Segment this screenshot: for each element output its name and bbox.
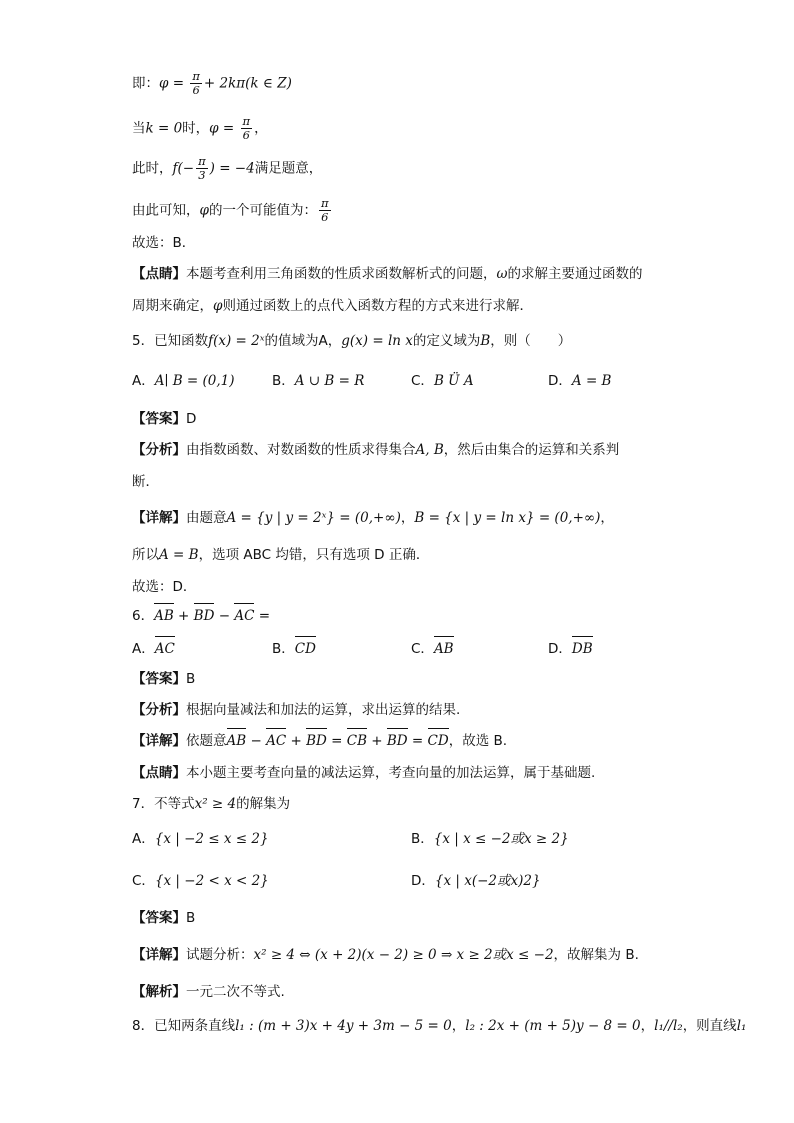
text: 7．不等式 [132, 796, 195, 812]
numerator: π [242, 114, 251, 128]
operator: + [173, 608, 194, 624]
fraction [196, 155, 208, 182]
q6-stem [132, 606, 270, 626]
q6-answer [132, 669, 195, 689]
math: B Ü A [433, 373, 474, 389]
operator: = [326, 733, 347, 749]
option-label: D． [548, 641, 572, 657]
math: B [480, 333, 491, 349]
option-label: D． [548, 373, 572, 389]
vector: DB [571, 641, 593, 657]
denominator: 6 [242, 128, 250, 142]
text: 5．已知函数 [132, 333, 209, 349]
vector: AB [433, 641, 454, 657]
text: ， [400, 510, 415, 526]
text: 的解集为 [236, 796, 291, 812]
vector: CD [427, 733, 449, 749]
text: 的求解主要通过函数的 [507, 266, 643, 282]
q7-stem [132, 794, 290, 814]
q6-note [132, 763, 595, 783]
vector: AB [226, 733, 247, 749]
answer-tag: 【答案】 [132, 411, 186, 427]
math: {x | −2 < x < 2} [154, 873, 269, 889]
text: ，则（ ） [490, 333, 572, 349]
fraction [241, 115, 253, 142]
text: 试题分析： [186, 947, 254, 963]
math: f(x) = 2ˣ [208, 333, 265, 349]
operator: + [286, 733, 307, 749]
q5-answer [132, 409, 196, 429]
denominator: 3 [198, 168, 206, 182]
text: 的定义域为 [412, 333, 481, 349]
text: 周期来确定， [132, 298, 213, 314]
operator: + [366, 733, 387, 749]
math: {x | −2 ≤ x ≤ 2} [154, 831, 269, 847]
numerator: π [198, 154, 206, 168]
text: ， [451, 1018, 466, 1034]
option-label: B． [411, 831, 434, 847]
operator: = [407, 733, 428, 749]
option-label: B． [272, 641, 295, 657]
operator: − [246, 733, 267, 749]
q6-detail [132, 731, 507, 751]
parse-tag: 【解析】 [132, 984, 186, 1000]
text: 由指数函数、对数函数的性质求得集合 [186, 442, 416, 458]
text: 则通过函数上的点代入函数方程的方式来进行求解． [222, 298, 533, 314]
vector: CD [294, 641, 316, 657]
text: ， [254, 120, 268, 137]
text: ，则直线 [682, 1018, 737, 1034]
q5-option-d [548, 371, 611, 391]
vector: AC [234, 608, 255, 624]
solution-line-conclusion [132, 197, 333, 224]
denominator: 6 [321, 210, 329, 224]
solution-line-k0 [132, 115, 268, 142]
vector: AB [154, 608, 174, 624]
option-label: C． [132, 873, 155, 889]
vector: AC [154, 641, 175, 657]
q5-analysis-1 [132, 440, 619, 460]
q5-detail-1 [132, 508, 614, 528]
option-label: B． [272, 373, 295, 389]
math: φ [199, 202, 209, 219]
solution-line-check [132, 155, 322, 182]
q7-parse [132, 982, 285, 1002]
vector: BD [386, 733, 408, 749]
note-tag: 【点睛】 [132, 765, 186, 781]
note-tag: 【点睛】 [132, 266, 186, 282]
math: φ [213, 298, 223, 314]
math: l₁//l₂ [654, 1018, 683, 1034]
vector: BD [306, 733, 327, 749]
answer-value: B [186, 671, 196, 687]
math: l₂ : 2x + (m + 5)y − 8 = 0 [465, 1018, 641, 1034]
math: A = B [159, 547, 199, 563]
math: f(− [172, 160, 195, 177]
answer-value: D [186, 411, 197, 427]
answer-tag: 【答案】 [132, 910, 186, 926]
text: 的值域为A， [264, 333, 342, 349]
q7-option-c [132, 871, 269, 891]
note-line-1 [132, 264, 643, 284]
math: g(x) = ln x [341, 333, 413, 349]
q6-analysis [132, 700, 460, 720]
text: 的一个可能值为： [208, 202, 317, 219]
q6-option-d [548, 639, 593, 659]
math: B = {x | y = ln x} = (0,+∞) [414, 510, 601, 526]
math: {x | x(−2或x)2} [434, 873, 541, 889]
q5-detail-2 [132, 545, 429, 565]
math: A = {y | y = 2ˣ} = (0,+∞) [226, 510, 401, 526]
analysis-tag: 【分析】 [132, 702, 186, 718]
vector: BD [193, 608, 215, 624]
text: 本题考查利用三角函数的性质求函数解析式的问题， [186, 266, 497, 282]
text: 由题意 [186, 510, 227, 526]
operator: − [214, 608, 235, 624]
option-label: C． [411, 373, 434, 389]
detail-tag: 【详解】 [132, 733, 186, 749]
operator: = [254, 608, 271, 624]
math: {x | x ≤ −2或x ≥ 2} [433, 831, 569, 847]
q5-analysis-2: 断． [132, 474, 159, 490]
question-number: 6． [132, 608, 155, 624]
option-label: D． [411, 873, 435, 889]
text: ，选项 ABC 均错，只有选项 D 正确． [198, 547, 430, 563]
text: 一元二次不等式. [186, 984, 285, 1000]
q6-option-a [132, 639, 175, 659]
text: 即： [132, 75, 159, 92]
note-line-2 [132, 296, 533, 316]
text: ，故选 B. [448, 733, 508, 749]
text: ，故解集为 B. [553, 947, 639, 963]
text: 满足题意， [254, 160, 323, 177]
text: 此时， [132, 160, 173, 177]
q7-detail [132, 945, 639, 965]
text: 所以 [132, 547, 159, 563]
analysis-tag: 【分析】 [132, 442, 186, 458]
text: 当 [132, 120, 146, 137]
fraction [319, 197, 331, 224]
q7-option-d [411, 871, 541, 891]
denominator: 6 [192, 83, 200, 97]
choose-line: 故选：B． [132, 235, 196, 251]
text: 由此可知， [132, 202, 200, 219]
option-label: C． [411, 641, 434, 657]
q8-stem [132, 1016, 746, 1036]
q6-option-c [411, 639, 454, 659]
math: φ = [209, 120, 239, 137]
math: ) = −4 [209, 160, 255, 177]
math: A = B [571, 373, 612, 389]
math: l₁ [736, 1018, 747, 1034]
answer-tag: 【答案】 [132, 671, 186, 687]
math: A, B [415, 442, 444, 458]
math: k = 0 [145, 120, 183, 137]
fraction [190, 70, 202, 97]
math: A∣ B = (0,1) [154, 373, 235, 389]
text: ， [600, 510, 614, 526]
q6-option-b [272, 639, 316, 659]
math: x² ≥ 4 [194, 796, 237, 812]
text: 依题意 [186, 733, 227, 749]
vector: AC [266, 733, 287, 749]
math: A ∪ B = R [294, 373, 365, 389]
q5-stem [132, 331, 571, 351]
vector: CB [346, 733, 367, 749]
text: 8．已知两条直线 [132, 1018, 236, 1034]
q5-choose: 故选：D． [132, 579, 197, 595]
math: φ = [159, 75, 189, 92]
q7-option-a [132, 829, 269, 849]
math: + 2kπ(k ∈ Z) [203, 75, 292, 92]
answer-value: B [186, 910, 196, 926]
numerator: π [192, 69, 200, 83]
text: ， [640, 1018, 655, 1034]
detail-tag: 【详解】 [132, 947, 186, 963]
text: 本小题主要考查向量的减法运算，考查向量的加法运算，属于基础题. [186, 765, 596, 781]
detail-tag: 【详解】 [132, 510, 186, 526]
q5-option-b [272, 371, 364, 391]
math: l₁ : (m + 3)x + 4y + 3m − 5 = 0 [235, 1018, 452, 1034]
numerator: π [320, 196, 329, 210]
option-label: A． [132, 373, 155, 389]
text: ，然后由集合的运算和关系判 [443, 442, 620, 458]
option-label: A． [132, 831, 155, 847]
q7-option-b [411, 829, 569, 849]
text: 根据向量减法和加法的运算，求出运算的结果. [186, 702, 461, 718]
solution-line-phi [132, 70, 292, 97]
option-label: A． [132, 641, 155, 657]
q5-option-a [132, 371, 235, 391]
math: ω [496, 266, 508, 282]
q5-option-c [411, 371, 474, 391]
math: x² ≥ 4 ⇔ (x + 2)(x − 2) ≥ 0 ⇒ x ≥ 2或x ≤ −2 [253, 947, 554, 963]
q7-answer [132, 908, 195, 928]
text: 时， [182, 120, 210, 137]
